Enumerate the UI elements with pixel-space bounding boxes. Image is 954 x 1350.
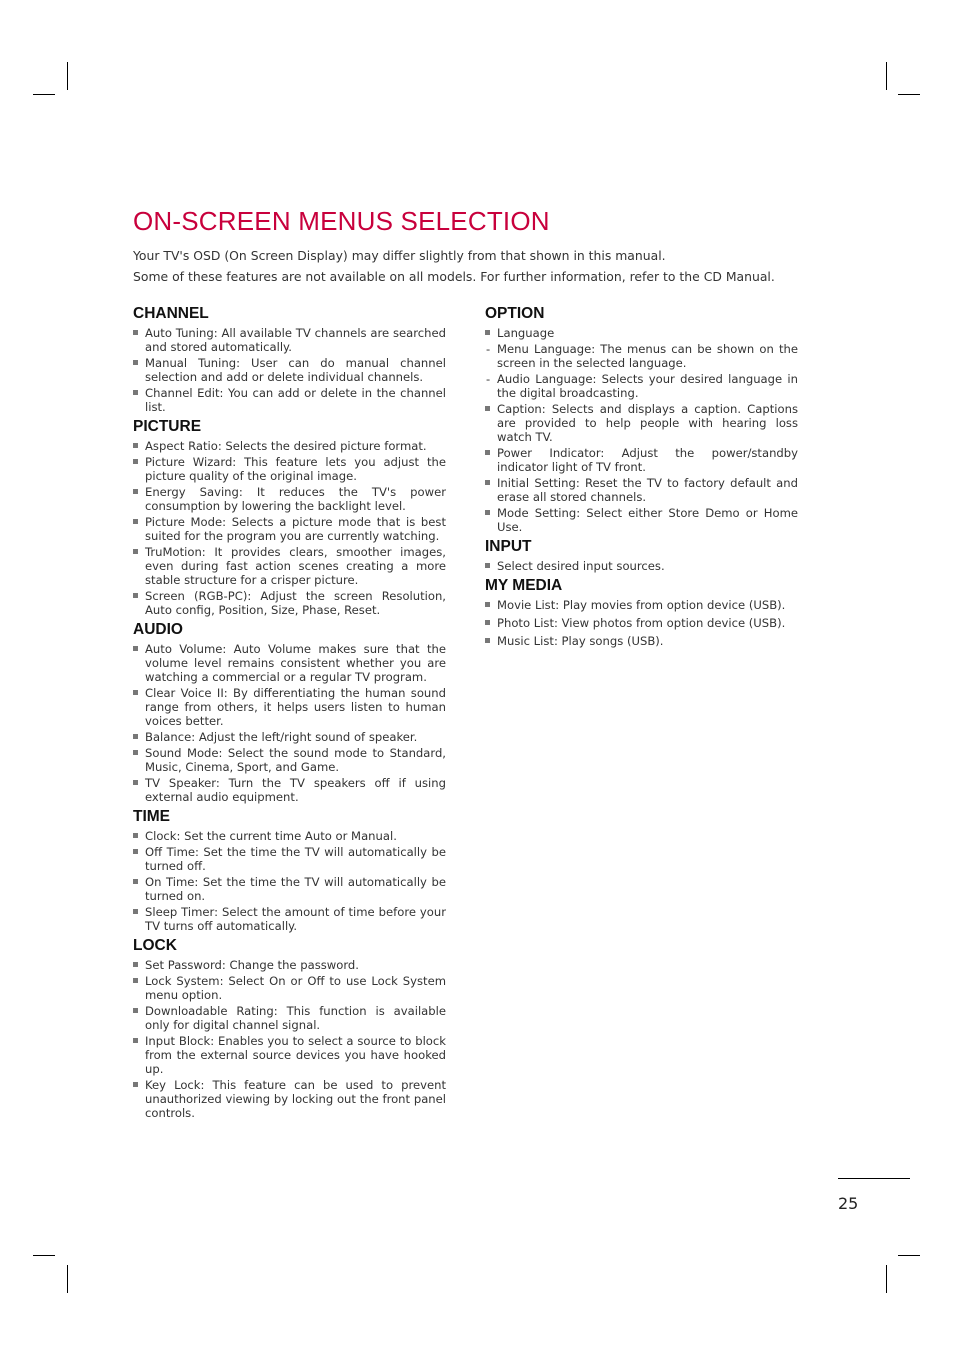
list-item: Initial Setting: Reset the TV to factory default and erase all stored channels.: [485, 476, 798, 504]
page-number: 25: [838, 1194, 859, 1213]
section-title: TIME: [133, 808, 171, 825]
left-column: [133, 304, 446, 1123]
list-item: Downloadable Rating: This function is available only for digital channel signal.: [133, 1004, 446, 1032]
section-audio: [133, 620, 446, 804]
crop-mark: [67, 62, 68, 90]
section-title: CHANNEL: [133, 305, 209, 322]
list-item: Sleep Timer: Select the amount of time before your TV turns off automatically.: [133, 905, 446, 933]
list-item: Off Time: Set the time the TV will automatically be turned off.: [133, 845, 446, 873]
crop-mark: [33, 94, 55, 95]
intro-line: Some of these features are not available on all models. For further information, refer to the CD Manual.: [133, 269, 775, 284]
list-item: Manual Tuning: User can do manual channel selection and add or delete individual channels.: [133, 356, 446, 384]
crop-mark: [33, 1255, 55, 1256]
page-title: ON-SCREEN MENUS SELECTION: [133, 206, 550, 236]
page-number-rule: [838, 1178, 910, 1179]
section-lock: [133, 936, 446, 1120]
section-my-media: [485, 576, 798, 648]
list-item: Input Block: Enables you to select a source to block from the external source devices you have hooked up.: [133, 1034, 446, 1076]
list-item: Mode Setting: Select either Store Demo or Home Use.: [485, 506, 798, 534]
list-item: Language: [485, 326, 798, 340]
list-item: Aspect Ratio: Selects the desired picture format.: [133, 439, 446, 453]
list-item: Picture Mode: Selects a picture mode that is best suited for the program you are currently watching.: [133, 515, 446, 543]
list-item: TV Speaker: Turn the TV speakers off if using external audio equipment.: [133, 776, 446, 804]
section-title: LOCK: [133, 937, 177, 954]
list-item: Set Password: Change the password.: [133, 958, 446, 972]
list-item: Auto Volume: Auto Volume makes sure that the volume level remains consistent whether you are watching a commercial or a regular TV program.: [133, 642, 446, 684]
section-title: MY MEDIA: [485, 577, 563, 594]
section-picture: [133, 417, 446, 617]
list-item: Music List: Play songs (USB).: [485, 634, 798, 648]
section-title: PICTURE: [133, 418, 202, 435]
section-title: INPUT: [485, 538, 532, 555]
list-item: Sound Mode: Select the sound mode to Standard, Music, Cinema, Sport, and Game.: [133, 746, 446, 774]
list-item: Key Lock: This feature can be used to prevent unauthorized viewing by locking out the front panel controls.: [133, 1078, 446, 1120]
list-item: Channel Edit: You can add or delete in the channel list.: [133, 386, 446, 414]
list-item: Balance: Adjust the left/right sound of speaker.: [133, 730, 446, 744]
section-time: [133, 807, 446, 933]
crop-mark: [898, 1255, 920, 1256]
list-subitem: - Menu Language: The menus can be shown on the screen in the selected language.: [485, 342, 798, 370]
section-input: [485, 537, 798, 573]
list-item: Select desired input sources.: [485, 559, 798, 573]
list-subitem: - Audio Language: Selects your desired language in the digital broadcasting.: [485, 372, 798, 400]
list-item: On Time: Set the time the TV will automatically be turned on.: [133, 875, 446, 903]
list-item: Power Indicator: Adjust the power/standby indicator light of TV front.: [485, 446, 798, 474]
list-item: Picture Wizard: This feature lets you adjust the picture quality of the original image.: [133, 455, 446, 483]
section-title: OPTION: [485, 305, 545, 322]
section-title: AUDIO: [133, 621, 183, 638]
intro-line: Your TV's OSD (On Screen Display) may differ slightly from that shown in this manual.: [133, 248, 666, 263]
list-item: Clear Voice II: By differentiating the human sound range from others, it helps users listen to human voices better.: [133, 686, 446, 728]
section-channel: [133, 304, 446, 414]
crop-mark: [886, 1265, 887, 1293]
right-column: [485, 304, 798, 651]
list-item: Energy Saving: It reduces the TV's power consumption by lowering the backlight level.: [133, 485, 446, 513]
crop-mark: [898, 94, 920, 95]
list-item: Screen (RGB-PC): Adjust the screen Resolution, Auto config, Position, Size, Phase, Reset.: [133, 589, 446, 617]
crop-mark: [886, 62, 887, 90]
section-option: [485, 304, 798, 534]
list-item: Photo List: View photos from option device (USB).: [485, 616, 798, 630]
list-item: Caption: Selects and displays a caption. Captions are provided to help people with hearing loss watch TV.: [485, 402, 798, 444]
list-item: Clock: Set the current time Auto or Manual.: [133, 829, 446, 843]
crop-mark: [67, 1265, 68, 1293]
list-item: TruMotion: It provides clears, smoother images, even during fast action scenes creating a more stable structure for a crisper picture.: [133, 545, 446, 587]
list-item: Lock System: Select On or Off to use Lock System menu option.: [133, 974, 446, 1002]
list-item: Auto Tuning: All available TV channels are searched and stored automatically.: [133, 326, 446, 354]
list-item: Movie List: Play movies from option device (USB).: [485, 598, 798, 612]
